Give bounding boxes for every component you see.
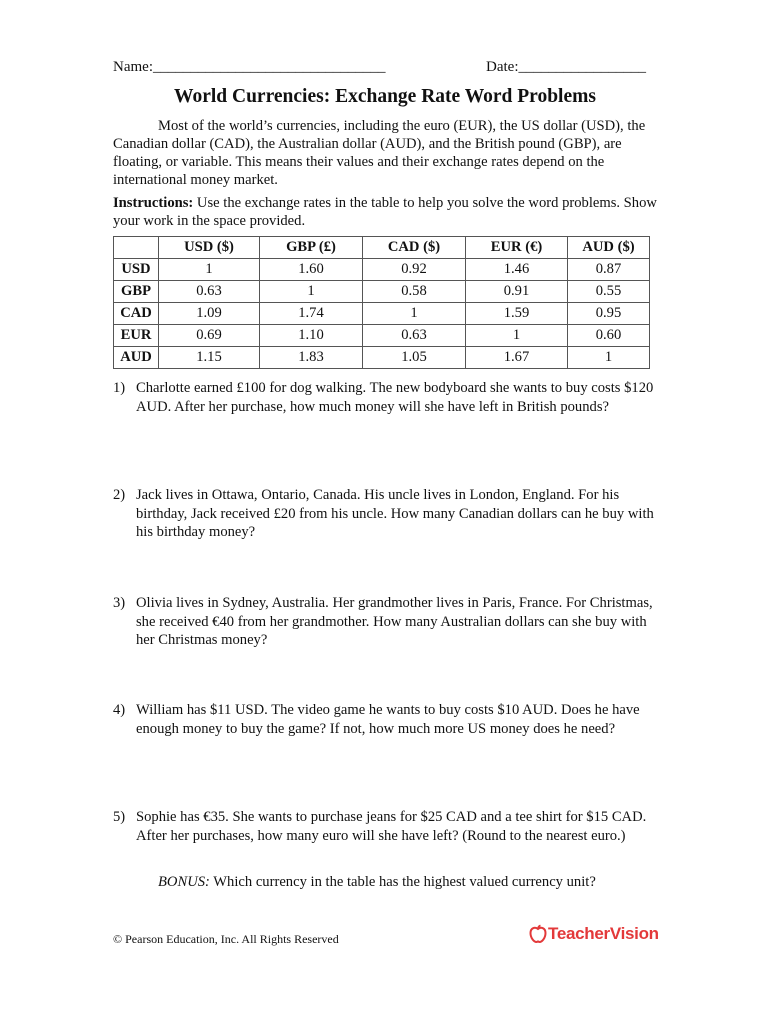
table-cell: 1.67 xyxy=(466,347,568,369)
intro-text: Most of the world’s currencies, including the euro (EUR), the US dollar (USD), the Canadian dollar (CAD), the Australian dollar (AUD), and the British pound (GBP), are floating, or variable. This means their values and their exchange rates depend on the international money market. xyxy=(113,118,646,188)
table-row xyxy=(114,325,650,347)
table-cell: 1 xyxy=(159,259,260,281)
table-cell: 1.60 xyxy=(260,259,363,281)
question-text: Sophie has €35. She wants to purchase jeans for $25 CAD and a tee shirt for $15 CAD. After her purchases, how many euro will she have left? (Round to the nearest euro.) xyxy=(136,809,647,844)
apple-icon xyxy=(528,924,548,944)
logo-text: TeacherVision xyxy=(548,924,659,943)
question-text: William has $11 USD. The video game he wants to buy costs $10 AUD. Does he have enough money to buy the game? If not, how much more US money does he need? xyxy=(136,702,640,737)
table-cell: 0.55 xyxy=(568,281,650,303)
column-header: GBP (₤) xyxy=(260,237,363,259)
row-header: CAD xyxy=(114,303,159,325)
column-header: USD ($) xyxy=(159,237,260,259)
table-cell: 1.10 xyxy=(260,325,363,347)
table-cell: 0.58 xyxy=(363,281,466,303)
table-cell: 0.91 xyxy=(466,281,568,303)
table-cell: 0.87 xyxy=(568,259,650,281)
question-number: 5) xyxy=(113,809,126,825)
worksheet-title: World Currencies: Exchange Rate Word Problems xyxy=(174,86,596,107)
table-cell: 1 xyxy=(363,303,466,325)
table-cell: 1.74 xyxy=(260,303,363,325)
column-header: AUD ($) xyxy=(568,237,650,259)
table-cell: 0.69 xyxy=(159,325,260,347)
bonus-label: BONUS: xyxy=(158,874,210,890)
table-cell: 1 xyxy=(260,281,363,303)
exchange-rate-table xyxy=(113,236,650,369)
question-1 xyxy=(113,379,658,416)
question-2 xyxy=(113,486,658,542)
name-field-label: Name:_______________________________ xyxy=(113,59,386,75)
question-3 xyxy=(113,594,658,650)
bonus-text: Which currency in the table has the highest valued currency unit? xyxy=(209,874,596,890)
table-cell: 0.95 xyxy=(568,303,650,325)
column-header: EUR (€) xyxy=(466,237,568,259)
row-header: GBP xyxy=(114,281,159,303)
table-cell: 1.83 xyxy=(260,347,363,369)
table-row xyxy=(114,281,650,303)
table-header-row xyxy=(114,237,650,259)
row-header: EUR xyxy=(114,325,159,347)
question-text: Jack lives in Ottawa, Ontario, Canada. His uncle lives in London, England. For his birthday, Jack received £20 from his uncle. How many Canadian dollars can he buy with his birthday money? xyxy=(136,487,654,540)
table-cell: 1.15 xyxy=(159,347,260,369)
table-cell: 1.46 xyxy=(466,259,568,281)
question-number: 3) xyxy=(113,595,126,611)
question-4 xyxy=(113,701,658,738)
table-row xyxy=(114,347,650,369)
instructions-paragraph xyxy=(113,194,673,230)
table-cell: 1.59 xyxy=(466,303,568,325)
table-row xyxy=(114,259,650,281)
question-number: 1) xyxy=(113,380,126,396)
table-cell: 1.05 xyxy=(363,347,466,369)
date-field-label: Date:_________________ xyxy=(486,59,646,75)
question-number: 2) xyxy=(113,487,126,503)
column-header: CAD ($) xyxy=(363,237,466,259)
bonus-question xyxy=(158,874,596,891)
row-header: USD xyxy=(114,259,159,281)
question-text: Charlotte earned £100 for dog walking. The new bodyboard she wants to buy costs $120 AUD. After her purchase, how much money will she have left in British pounds? xyxy=(136,380,654,415)
table-row xyxy=(114,303,650,325)
table-cell: 0.92 xyxy=(363,259,466,281)
question-5 xyxy=(113,808,658,845)
row-header: AUD xyxy=(114,347,159,369)
table-cell: 0.60 xyxy=(568,325,650,347)
table-cell: 0.63 xyxy=(363,325,466,347)
table-cell: 1 xyxy=(466,325,568,347)
copyright-notice: © Pearson Education, Inc. All Rights Reserved xyxy=(113,932,339,946)
intro-paragraph xyxy=(113,117,673,189)
table-cell: 1.09 xyxy=(159,303,260,325)
table-cell: 1 xyxy=(568,347,650,369)
table-corner-cell xyxy=(114,237,159,259)
table-cell: 0.63 xyxy=(159,281,260,303)
teachervision-logo xyxy=(528,924,659,944)
question-number: 4) xyxy=(113,702,126,718)
instructions-text: Use the exchange rates in the table to help you solve the word problems. Show your work in the space provided. xyxy=(113,195,657,229)
question-text: Olivia lives in Sydney, Australia. Her grandmother lives in Paris, France. For Christmas, she received €40 from her grandmother. How many Australian dollars can she buy with her Christmas money? xyxy=(136,595,653,648)
instructions-label: Instructions: xyxy=(113,195,194,211)
